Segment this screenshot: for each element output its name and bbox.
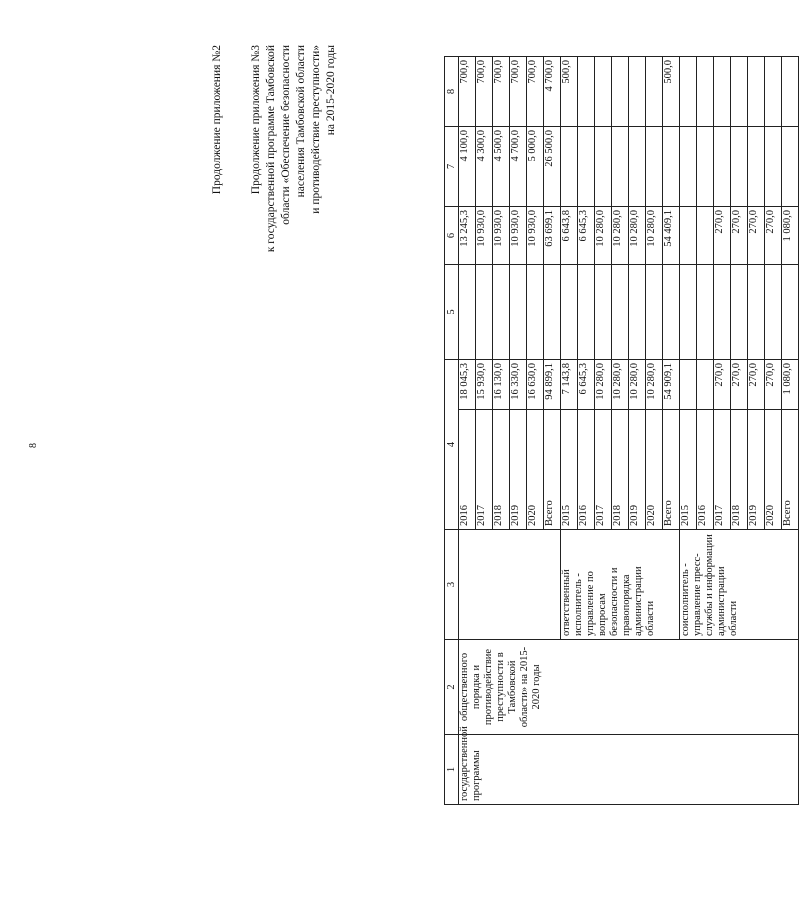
col5-cell (680, 265, 697, 360)
total-cell: 1 080,0 (782, 360, 799, 410)
col7-cell (663, 127, 680, 207)
col5-cell (476, 265, 493, 360)
total-cell: 7 143,8 (561, 360, 578, 410)
header-line: населения Тамбовской области (295, 45, 307, 198)
col8-cell (578, 57, 595, 127)
header-line: Продолжение приложения №3 (250, 45, 262, 195)
col5-cell (578, 265, 595, 360)
column-number: 3 (445, 530, 459, 640)
page-number: 8 (28, 443, 39, 448)
col5-cell (765, 265, 782, 360)
col5-cell (731, 265, 748, 360)
col8-cell (714, 57, 731, 127)
col5-cell (510, 265, 527, 360)
col8-cell (680, 57, 697, 127)
appendix-header (210, 45, 339, 425)
col5-cell (782, 265, 799, 360)
total-cell: 10 280,0 (595, 360, 612, 410)
executor-cell (459, 530, 561, 640)
col8-cell (765, 57, 782, 127)
column-number: 6 (445, 207, 459, 265)
col8-cell: 700,0 (510, 57, 527, 127)
col6-cell: 6 643,8 (561, 207, 578, 265)
year-cell: 2016 (578, 410, 595, 530)
year-cell: 2015 (561, 410, 578, 530)
year-cell: 2016 (697, 410, 714, 530)
col8-cell (646, 57, 663, 127)
year-cell: 2017 (595, 410, 612, 530)
col5-cell (629, 265, 646, 360)
budget-table (444, 56, 799, 805)
col8-cell (612, 57, 629, 127)
executor-cell: ответственный исполнитель - управление по вопросам безопасности и правопорядка администрации области (561, 530, 680, 640)
col8-cell (782, 57, 799, 127)
year-cell: 2017 (714, 410, 731, 530)
column-number-row (445, 57, 459, 805)
column-number: 1 (445, 735, 459, 805)
total-cell: 18 045,3 (459, 360, 476, 410)
total-cell: 16 330,0 (510, 360, 527, 410)
col6-cell: 10 930,0 (527, 207, 544, 265)
col7-cell (782, 127, 799, 207)
col5-cell (459, 265, 476, 360)
column-number: 2 (445, 640, 459, 735)
col6-cell: 10 280,0 (629, 207, 646, 265)
col5-cell (663, 265, 680, 360)
col8-cell: 500,0 (561, 57, 578, 127)
col8-cell (697, 57, 714, 127)
col8-cell (595, 57, 612, 127)
col5-cell (527, 265, 544, 360)
col8-cell (629, 57, 646, 127)
col6-cell: 63 699,1 (544, 207, 561, 265)
header-line: на 2015-2020 годы (325, 45, 337, 136)
col7-cell: 4 100,0 (459, 127, 476, 207)
year-cell: 2018 (612, 410, 629, 530)
year-cell: Всего (544, 410, 561, 530)
year-cell: 2018 (731, 410, 748, 530)
col7-cell (680, 127, 697, 207)
col6-cell: 10 930,0 (476, 207, 493, 265)
total-cell: 16 130,0 (493, 360, 510, 410)
total-cell: 270,0 (714, 360, 731, 410)
year-cell: Всего (663, 410, 680, 530)
col8-cell: 700,0 (459, 57, 476, 127)
total-cell: 6 645,3 (578, 360, 595, 410)
total-cell: 94 899,1 (544, 360, 561, 410)
col6-cell: 270,0 (748, 207, 765, 265)
col5-cell (748, 265, 765, 360)
total-cell: 16 630,0 (527, 360, 544, 410)
total-cell: 10 280,0 (629, 360, 646, 410)
col6-cell: 10 930,0 (510, 207, 527, 265)
col6-cell: 270,0 (731, 207, 748, 265)
col8-cell (748, 57, 765, 127)
year-cell: 2018 (493, 410, 510, 530)
col8-cell: 4 700,0 (544, 57, 561, 127)
col7-cell (629, 127, 646, 207)
col7-cell: 4 700,0 (510, 127, 527, 207)
col5-cell (561, 265, 578, 360)
col6-cell: 13 245,3 (459, 207, 476, 265)
col5-cell (697, 265, 714, 360)
col5-cell (714, 265, 731, 360)
col7-cell (578, 127, 595, 207)
total-cell: 270,0 (731, 360, 748, 410)
col6-cell: 10 280,0 (612, 207, 629, 265)
rotated-page (200, 25, 793, 825)
total-cell (697, 360, 714, 410)
col6-cell: 54 409,1 (663, 207, 680, 265)
col5-cell (544, 265, 561, 360)
col7-cell (748, 127, 765, 207)
column-number: 7 (445, 127, 459, 207)
col7-cell: 5 000,0 (527, 127, 544, 207)
column-number: 5 (445, 265, 459, 360)
col6-cell: 10 930,0 (493, 207, 510, 265)
year-cell: 2019 (748, 410, 765, 530)
header-line: к государственной программе Тамбовской (265, 45, 277, 253)
total-cell: 270,0 (765, 360, 782, 410)
executor-cell: соисполнитель - управление пресс-службы и информации администрации области (680, 530, 799, 640)
continuation-note: Продолжение приложения №2 (211, 45, 223, 195)
total-cell: 15 930,0 (476, 360, 493, 410)
col5-cell (595, 265, 612, 360)
col6-cell: 1 080,0 (782, 207, 799, 265)
total-cell (680, 360, 697, 410)
col7-cell: 4 500,0 (493, 127, 510, 207)
col6-cell: 270,0 (765, 207, 782, 265)
col5-cell (646, 265, 663, 360)
col8-cell (731, 57, 748, 127)
col7-cell (612, 127, 629, 207)
col6-cell: 10 280,0 (595, 207, 612, 265)
table-row (459, 57, 476, 805)
col6-cell: 270,0 (714, 207, 731, 265)
col5-cell (493, 265, 510, 360)
col6-cell: 10 280,0 (646, 207, 663, 265)
header-line: и противодействие преступности» (310, 45, 322, 214)
col8-cell: 700,0 (527, 57, 544, 127)
total-cell: 270,0 (748, 360, 765, 410)
year-cell: 2017 (476, 410, 493, 530)
total-cell: 10 280,0 (646, 360, 663, 410)
year-cell: 2019 (510, 410, 527, 530)
col7-cell: 4 300,0 (476, 127, 493, 207)
col6-cell (697, 207, 714, 265)
year-cell: 2020 (765, 410, 782, 530)
col6-cell (680, 207, 697, 265)
year-cell: Всего (782, 410, 799, 530)
column-number: 8 (445, 57, 459, 127)
header-line: области «Обеспечение безопасности (280, 45, 292, 225)
column-number: 4 (445, 360, 459, 530)
col7-cell (595, 127, 612, 207)
col7-cell (714, 127, 731, 207)
col6-cell: 6 645,3 (578, 207, 595, 265)
col7-cell: 26 500,0 (544, 127, 561, 207)
col7-cell (731, 127, 748, 207)
col7-cell (697, 127, 714, 207)
program-name-cell: общественного порядка и противодействие преступности в Тамбовской области» на 2015-2020 годы (459, 640, 799, 735)
col7-cell (561, 127, 578, 207)
col8-cell: 500,0 (663, 57, 680, 127)
col5-cell (612, 265, 629, 360)
col7-cell (646, 127, 663, 207)
year-cell: 2019 (629, 410, 646, 530)
total-cell: 54 909,1 (663, 360, 680, 410)
year-cell: 2020 (646, 410, 663, 530)
col7-cell (765, 127, 782, 207)
col8-cell: 700,0 (493, 57, 510, 127)
total-cell: 10 280,0 (612, 360, 629, 410)
program-label-cell: государственной программы (459, 735, 799, 805)
year-cell: 2020 (527, 410, 544, 530)
year-cell: 2016 (459, 410, 476, 530)
year-cell: 2015 (680, 410, 697, 530)
col8-cell: 700,0 (476, 57, 493, 127)
